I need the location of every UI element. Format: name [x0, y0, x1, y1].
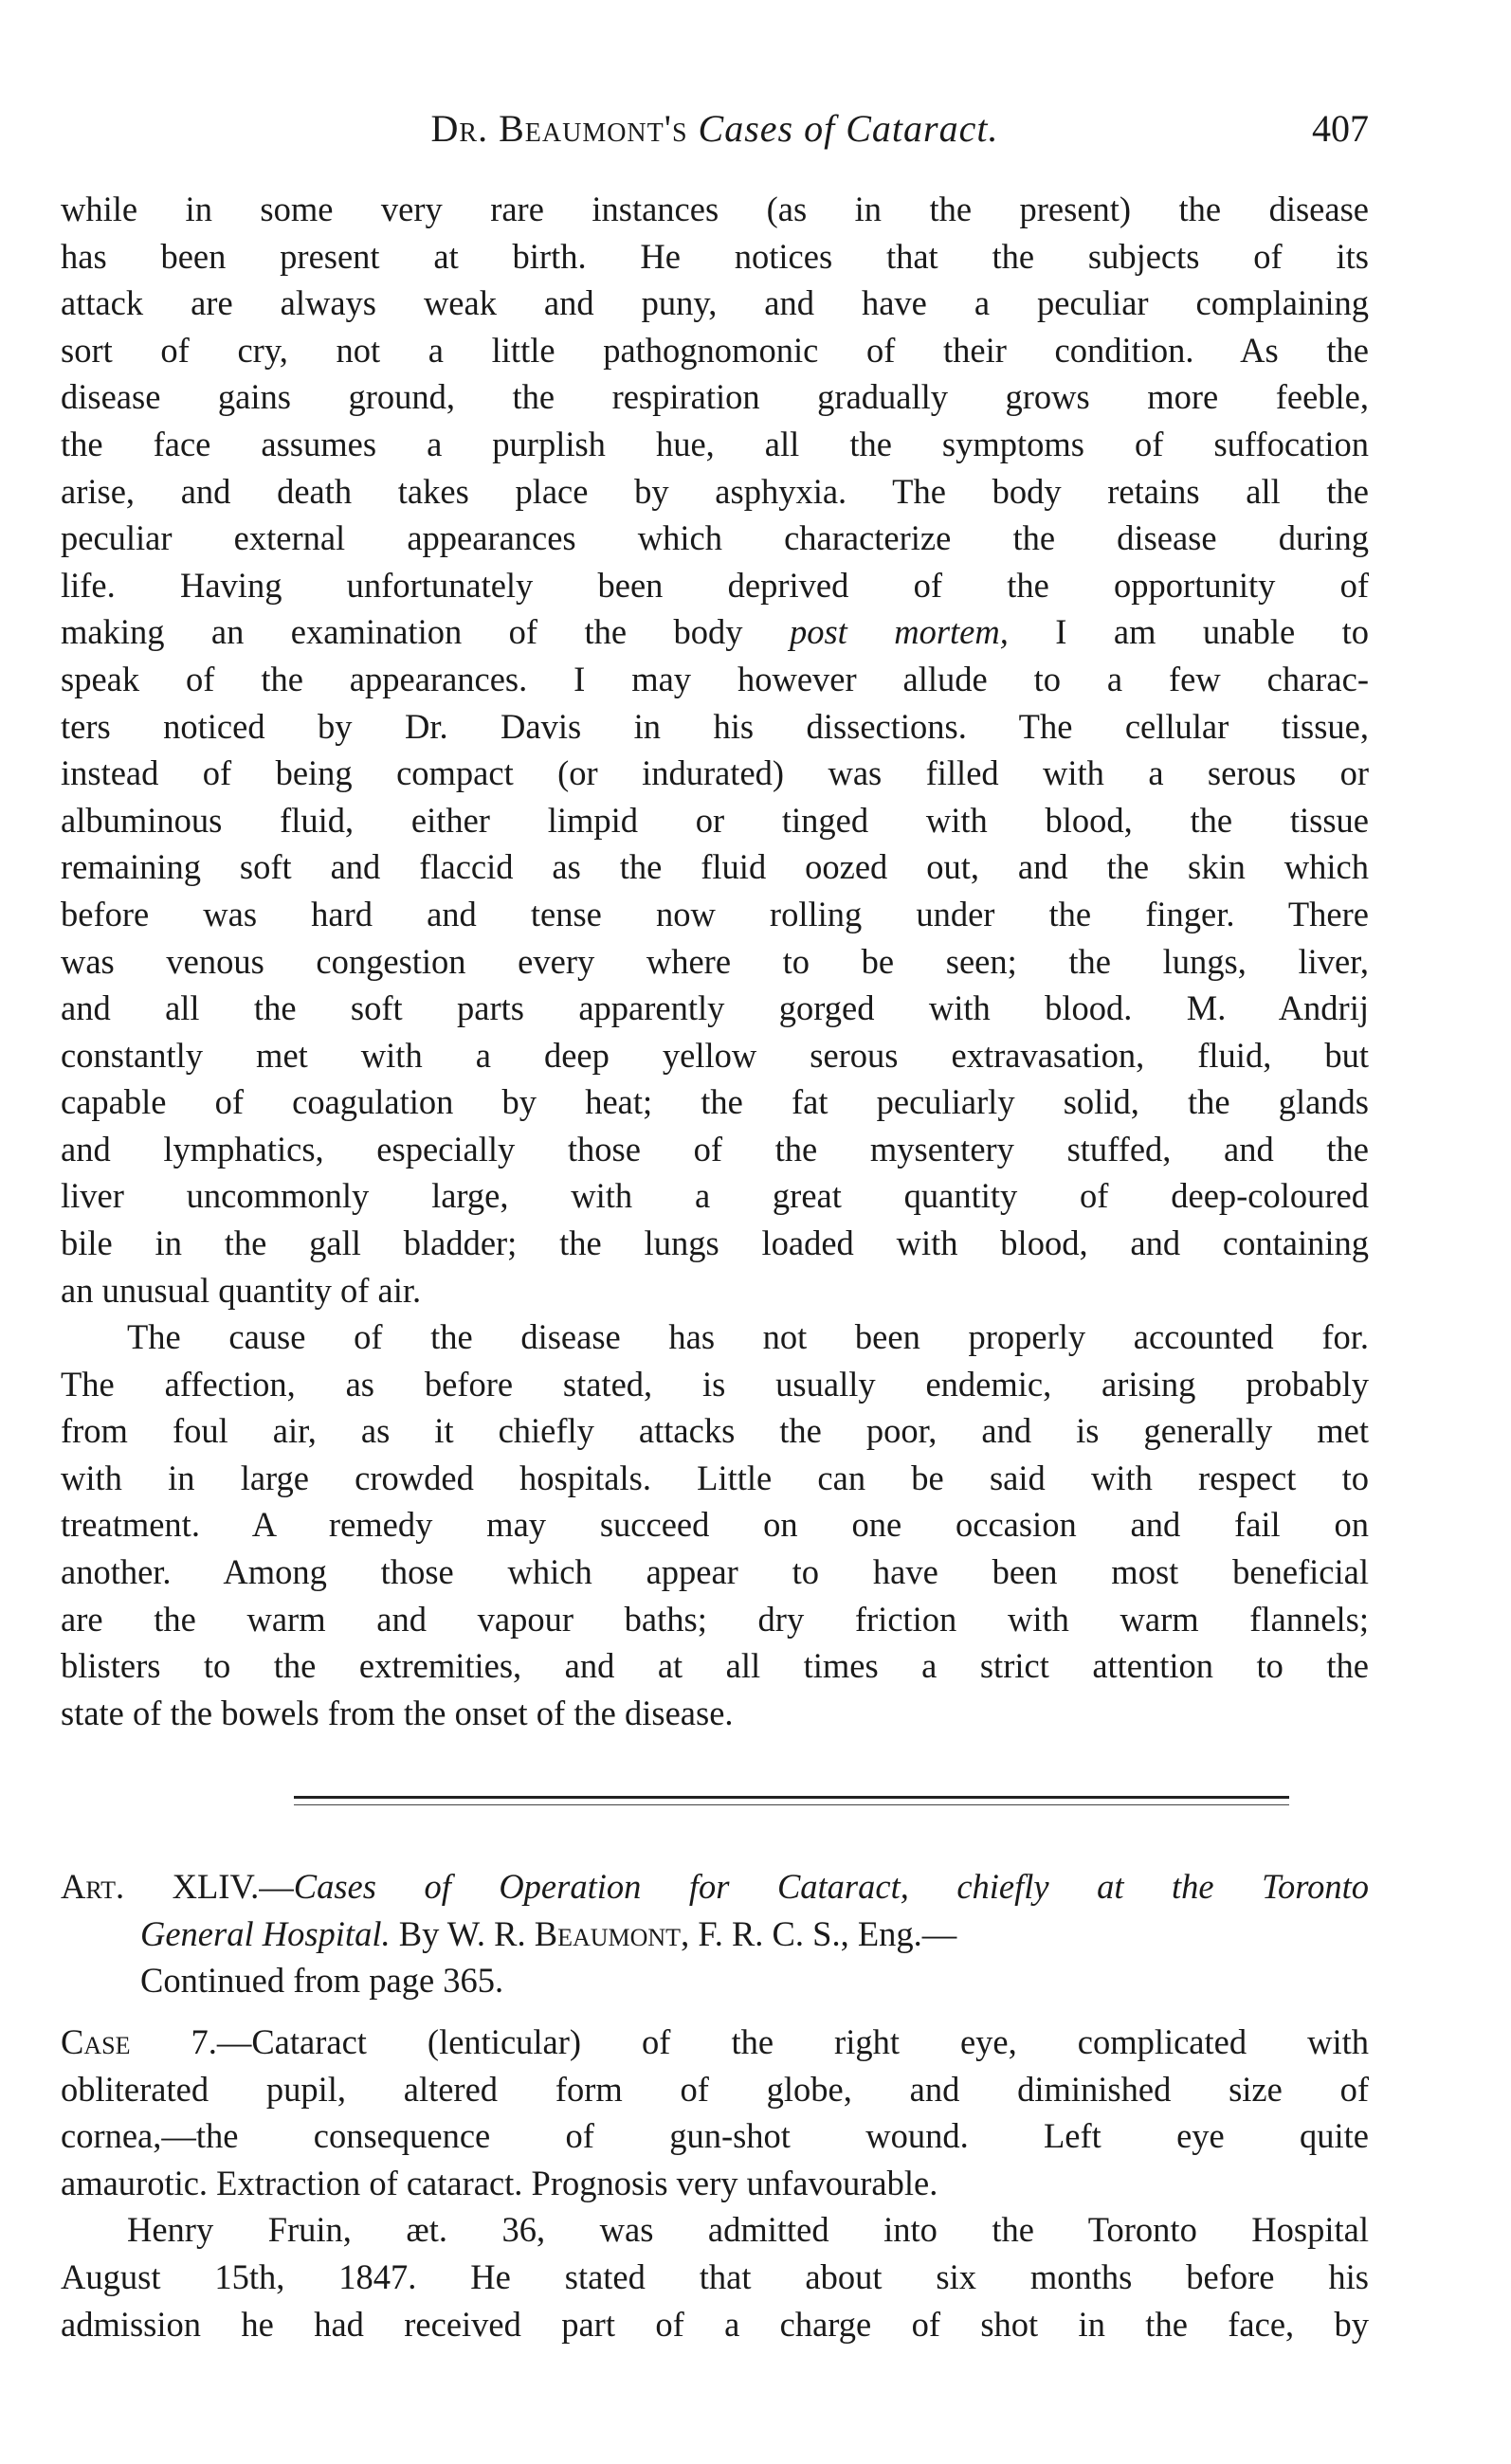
- text-line: amaurotic. Extraction of cataract. Prognosis very unfavourable.: [61, 2163, 938, 2202]
- case-label: Case: [61, 2022, 131, 2061]
- article-number: XLIV.: [172, 1867, 260, 1906]
- text-line: attack are always weak and puny, and have a peculiar complaining: [61, 283, 1369, 323]
- latin-phrase: post mortem,: [789, 612, 1009, 652]
- text-segment: I am unable to: [1055, 612, 1370, 652]
- running-title: [61, 106, 1369, 151]
- case-heading-line: [61, 2019, 1369, 2066]
- text-line: state of the bowels from the onset of the disease.: [61, 1693, 734, 1732]
- article-title-line: [61, 1863, 1369, 1911]
- byline-prefix: By W. R.: [398, 1913, 535, 1953]
- article-label: Art.: [61, 1867, 125, 1906]
- text-line: admission he had received part of a charge of shot in the face, by: [61, 2304, 1369, 2344]
- text-line: sort of cry, not a little pathognomonic of their condition. As the: [61, 330, 1369, 370]
- text-line: The affection, as before stated, is usually endemic, arising probably: [61, 1364, 1369, 1404]
- text-line: was venous congestion every where to be seen; the lungs, liver,: [61, 941, 1369, 981]
- text-segment: making an examination of the body: [61, 612, 743, 652]
- text-line: with in large crowded hospitals. Little can be said with respect to: [61, 1458, 1369, 1497]
- case-summary: 7.—Cataract (lenticular) of the right eye, complicated with: [130, 2022, 1369, 2061]
- text-line: ters noticed by Dr. Davis in his dissections. The cellular tissue,: [61, 706, 1369, 746]
- text-line: August 15th, 1847. He stated that about six months before his: [61, 2256, 1369, 2296]
- case-paragraph: [61, 2019, 1369, 2347]
- article-title-line: [61, 1911, 1369, 1958]
- text-line: an unusual quantity of air.: [61, 1270, 422, 1310]
- text-line: remaining soft and flaccid as the fluid oozed out, and the skin which: [61, 847, 1369, 887]
- text-line: constantly met with a deep yellow serous extravasation, fluid, but: [61, 1035, 1369, 1075]
- text-line: cornea,—the consequence of gun-shot wound. Left eye quite: [61, 2116, 1369, 2156]
- byline-name: Beaumont,: [534, 1913, 690, 1953]
- text-line: another. Among those which appear to have been most beneficial: [61, 1551, 1369, 1591]
- text-line: has been present at birth. He notices that the subjects of its: [61, 236, 1369, 276]
- text-line: capable of coagulation by heat; the fat peculiarly solid, the glands: [61, 1082, 1369, 1122]
- text-line: peculiar external appearances which characterize the disease during: [61, 518, 1369, 558]
- text-line: from foul air, as it chiefly attacks the poor, and is generally met: [61, 1411, 1369, 1451]
- text-line: arise, and death takes place by asphyxia. The body retains all the: [61, 471, 1369, 511]
- text-line: [61, 608, 1369, 656]
- text-line: blisters to the extremities, and at all times a strict attention to the: [61, 1646, 1369, 1686]
- text-line: Henry Fruin, æt. 36, was admitted into the Toronto Hospital: [127, 2210, 1369, 2250]
- continued-note: Continued from page 365.: [140, 1961, 504, 2001]
- text-line: The cause of the disease has not been properly accounted for.: [127, 1317, 1369, 1356]
- text-line: treatment. A remedy may succeed on one occasion and fail on: [61, 1505, 1369, 1545]
- article-dash: —: [259, 1867, 294, 1906]
- section-divider: [294, 1796, 1289, 1799]
- cause-paragraph: [61, 1314, 1369, 1736]
- text-line: the face assumes a purplish hue, all the symptoms of suffocation: [61, 424, 1369, 463]
- text-line: disease gains ground, the respiration gradually grows more feeble,: [61, 377, 1369, 417]
- text-line: speak of the appearances. I may however allude to a few charac-: [61, 659, 1369, 698]
- text-line: obliterated pupil, altered form of globe, and diminished size of: [61, 2069, 1369, 2109]
- byline-suffix: F. R. C. S., Eng.—: [689, 1913, 957, 1953]
- running-title-author: Dr. Beaumont's: [430, 107, 688, 150]
- text-line: liver uncommonly large, with a great quantity of deep-coloured: [61, 1176, 1369, 1216]
- running-head: [61, 106, 1369, 163]
- continuation-paragraph: [61, 186, 1369, 1314]
- text-line: while in some very rare instances (as in the present) the disease: [61, 190, 1369, 228]
- article-title: Cases of Operation for Cataract, chiefly at the Toronto: [293, 1867, 1370, 1906]
- text-line: life. Having unfortunately been deprived of the opportunity of: [61, 565, 1369, 605]
- text-line: bile in the gall bladder; the lungs loaded with blood, and containing: [61, 1223, 1369, 1263]
- text-line: before was hard and tense now rolling under the finger. There: [61, 894, 1369, 933]
- text-line: albuminous fluid, either limpid or tinged with blood, the tissue: [61, 800, 1369, 840]
- article-heading: [61, 1863, 1369, 2004]
- text-line: and all the soft parts apparently gorged with blood. M. Andrij: [61, 988, 1369, 1028]
- article-title-cont: General Hospital.: [140, 1913, 391, 1953]
- text-line: instead of being compact (or indurated) was filled with a serous or: [61, 753, 1369, 793]
- page-number: 407: [1312, 107, 1369, 150]
- text-line: are the warm and vapour baths; dry friction with warm flannels;: [61, 1599, 1369, 1639]
- text-line: and lymphatics, especially those of the mysentery stuffed, and the: [61, 1129, 1369, 1169]
- running-title-subject: Cases of Cataract.: [698, 107, 999, 150]
